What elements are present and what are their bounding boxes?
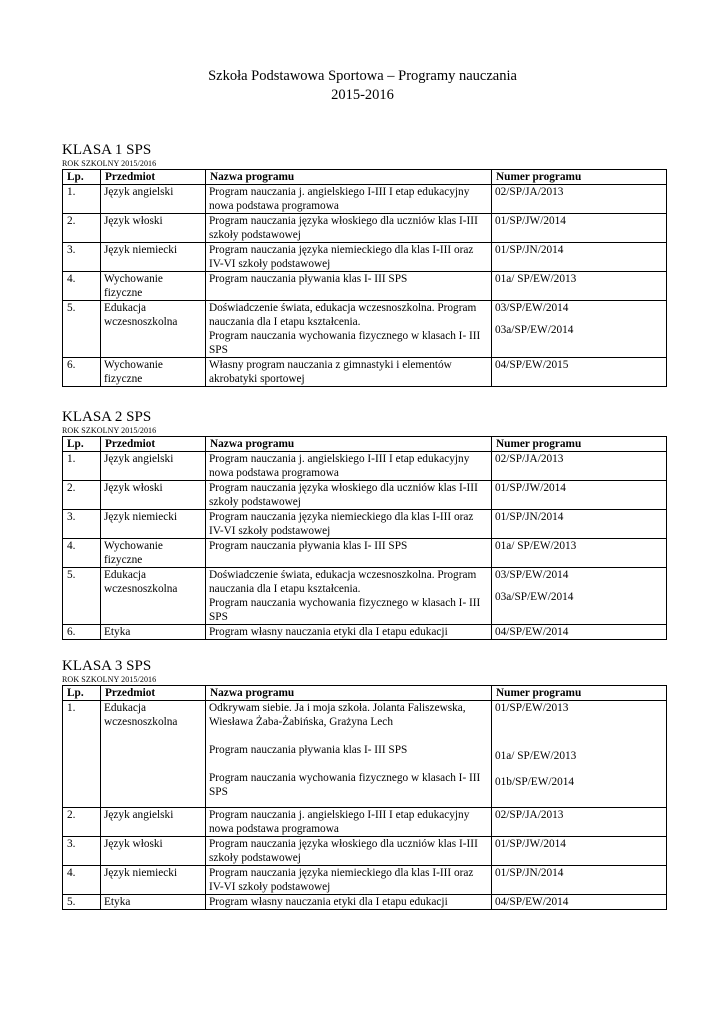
title-line-1: Szkoła Podstawowa Sportowa – Programy nauczania (208, 68, 517, 84)
cell-number: 02/SP/JA/2013 (492, 185, 667, 214)
school-year-label: ROK SZKOLNY 2015/2016 (62, 675, 157, 684)
cell-subject: Język niemiecki (101, 510, 206, 539)
section-heading: KLASA 2 SPS (62, 409, 152, 425)
table-row (63, 866, 667, 895)
cell-lp: 2. (63, 808, 101, 837)
cell-lp: 5. (63, 301, 101, 358)
cell-program: Program nauczania języka włoskiego dla uczniów klas I-III szkoły podstawowej (206, 481, 492, 510)
cell-number: 01/SP/JN/2014 (492, 243, 667, 272)
cell-subject: Wychowanie fizyczne (101, 272, 206, 301)
number-line: 03/SP/EW/2014 (495, 569, 569, 581)
table-row (63, 301, 667, 358)
cell-number: 04/SP/EW/2014 (492, 895, 667, 910)
cell-lp: 1. (63, 185, 101, 214)
cell-number: 02/SP/JA/2013 (492, 808, 667, 837)
program-line: Program nauczania wychowania fizycznego w klasach I- III SPS (209, 330, 481, 356)
number-line: 01/SP/EW/2013 (495, 702, 569, 714)
table-row (63, 895, 667, 910)
table-row (63, 568, 667, 625)
cell-number (492, 701, 667, 808)
section-klasa-3 (62, 658, 666, 910)
number-line: 01b/SP/EW/2014 (495, 776, 575, 788)
table-header-row (63, 686, 667, 701)
table-row (63, 214, 667, 243)
header-number: Numer programu (492, 686, 667, 701)
document-title (0, 67, 725, 105)
table-row (63, 272, 667, 301)
cell-number: 01/SP/JW/2014 (492, 481, 667, 510)
cell-lp: 3. (63, 837, 101, 866)
cell-subject: Język włoski (101, 837, 206, 866)
cell-lp: 6. (63, 358, 101, 387)
cell-program: Program nauczania pływania klas I- III SPS (206, 539, 492, 568)
cell-number: 04/SP/EW/2015 (492, 358, 667, 387)
cell-subject: Język włoski (101, 481, 206, 510)
cell-program: Program nauczania j. angielskiego I-III I etap edukacyjny nowa podstawa programowa (206, 452, 492, 481)
cell-subject: Edukacja wczesnoszkolna (101, 301, 206, 358)
cell-lp: 4. (63, 272, 101, 301)
cell-number (492, 301, 667, 358)
table-row (63, 452, 667, 481)
table-row (63, 625, 667, 640)
table-row (63, 481, 667, 510)
table-header-row (63, 170, 667, 185)
cell-lp: 4. (63, 539, 101, 568)
program-line: Doświadczenie świata, edukacja wczesnoszkolna. Program nauczania dla I etapu kształcenia. (209, 569, 477, 595)
header-lp: Lp. (63, 686, 101, 701)
header-lp: Lp. (63, 170, 101, 185)
header-lp: Lp. (63, 437, 101, 452)
cell-number (492, 568, 667, 625)
school-year-label: ROK SZKOLNY 2015/2016 (62, 159, 157, 168)
header-number: Numer programu (492, 170, 667, 185)
section-klasa-2 (62, 409, 666, 640)
cell-program: Program własny nauczania etyki dla I etapu edukacji (206, 895, 492, 910)
cell-subject: Język angielski (101, 452, 206, 481)
cell-program: Program własny nauczania etyki dla I etapu edukacji (206, 625, 492, 640)
number-line: 03a/SP/EW/2014 (495, 591, 574, 603)
cell-program: Program nauczania j. angielskiego I-III I etap edukacyjny nowa podstawa programowa (206, 185, 492, 214)
section-klasa-1 (62, 142, 666, 387)
cell-subject: Edukacja wczesnoszkolna (101, 568, 206, 625)
program-line: Program nauczania wychowania fizycznego w klasach I- III SPS (209, 772, 481, 798)
cell-number: 01/SP/JN/2014 (492, 510, 667, 539)
cell-program: Program nauczania języka niemieckiego dla klas I-III oraz IV-VI szkoły podstawowej (206, 510, 492, 539)
table-row (63, 701, 667, 808)
cell-subject: Edukacja wczesnoszkolna (101, 701, 206, 808)
table-row (63, 185, 667, 214)
cell-number: 01/SP/JW/2014 (492, 214, 667, 243)
table-header-row (63, 437, 667, 452)
cell-lp: 3. (63, 510, 101, 539)
cell-number: 01/SP/JW/2014 (492, 837, 667, 866)
cell-program: Program nauczania języka niemieckiego dla klas I-III oraz IV-VI szkoły podstawowej (206, 243, 492, 272)
header-number: Numer programu (492, 437, 667, 452)
cell-program: Program nauczania języka niemieckiego dla klas I-III oraz IV-VI szkoły podstawowej (206, 866, 492, 895)
programs-table (62, 169, 667, 387)
cell-lp: 4. (63, 866, 101, 895)
cell-number: 02/SP/JA/2013 (492, 452, 667, 481)
header-subject: Przedmiot (101, 686, 206, 701)
header-subject: Przedmiot (101, 437, 206, 452)
header-program: Nazwa programu (206, 686, 492, 701)
cell-number: 01a/ SP/EW/2013 (492, 539, 667, 568)
number-line: 03/SP/EW/2014 (495, 302, 569, 314)
cell-subject: Etyka (101, 625, 206, 640)
cell-number: 04/SP/EW/2014 (492, 625, 667, 640)
section-heading: KLASA 3 SPS (62, 658, 152, 674)
cell-program (206, 301, 492, 358)
program-line: Program nauczania pływania klas I- III SPS (209, 744, 408, 756)
number-line: 01a/ SP/EW/2013 (495, 750, 577, 762)
cell-subject: Wychowanie fizyczne (101, 539, 206, 568)
section-heading: KLASA 1 SPS (62, 142, 152, 158)
header-program: Nazwa programu (206, 437, 492, 452)
program-line: Program nauczania wychowania fizycznego w klasach I- III SPS (209, 597, 481, 623)
cell-lp: 1. (63, 452, 101, 481)
cell-lp: 3. (63, 243, 101, 272)
cell-program (206, 568, 492, 625)
cell-subject: Język angielski (101, 185, 206, 214)
cell-program: Program nauczania pływania klas I- III SPS (206, 272, 492, 301)
title-line-2: 2015-2016 (331, 87, 394, 103)
cell-subject: Język niemiecki (101, 866, 206, 895)
header-program: Nazwa programu (206, 170, 492, 185)
table-row (63, 808, 667, 837)
cell-program: Program nauczania języka włoskiego dla uczniów klas I-III szkoły podstawowej (206, 837, 492, 866)
cell-program: Program nauczania j. angielskiego I-III I etap edukacyjny nowa podstawa programowa (206, 808, 492, 837)
cell-program (206, 701, 492, 808)
cell-lp: 6. (63, 625, 101, 640)
cell-number: 01a/ SP/EW/2013 (492, 272, 667, 301)
cell-program: Własny program nauczania z gimnastyki i elementów akrobatyki sportowej (206, 358, 492, 387)
cell-subject: Język niemiecki (101, 243, 206, 272)
cell-lp: 5. (63, 568, 101, 625)
cell-subject: Język włoski (101, 214, 206, 243)
cell-lp: 5. (63, 895, 101, 910)
cell-lp: 2. (63, 481, 101, 510)
program-line: Odkrywam siebie. Ja i moja szkoła. Jolanta Faliszewska, Wiesława Żaba-Żabińska, Grażyna Lech (209, 702, 466, 728)
table-row (63, 837, 667, 866)
cell-subject: Język angielski (101, 808, 206, 837)
cell-subject: Etyka (101, 895, 206, 910)
table-row (63, 358, 667, 387)
programs-table (62, 685, 667, 910)
number-line: 03a/SP/EW/2014 (495, 324, 574, 336)
header-subject: Przedmiot (101, 170, 206, 185)
table-row (63, 243, 667, 272)
program-line: Doświadczenie świata, edukacja wczesnoszkolna. Program nauczania dla I etapu kształcenia. (209, 302, 477, 328)
table-row (63, 539, 667, 568)
table-row (63, 510, 667, 539)
cell-program: Program nauczania języka włoskiego dla uczniów klas I-III szkoły podstawowej (206, 214, 492, 243)
cell-number: 01/SP/JN/2014 (492, 866, 667, 895)
cell-lp: 1. (63, 701, 101, 808)
school-year-label: ROK SZKOLNY 2015/2016 (62, 426, 157, 435)
cell-lp: 2. (63, 214, 101, 243)
programs-table (62, 436, 667, 640)
cell-subject: Wychowanie fizyczne (101, 358, 206, 387)
